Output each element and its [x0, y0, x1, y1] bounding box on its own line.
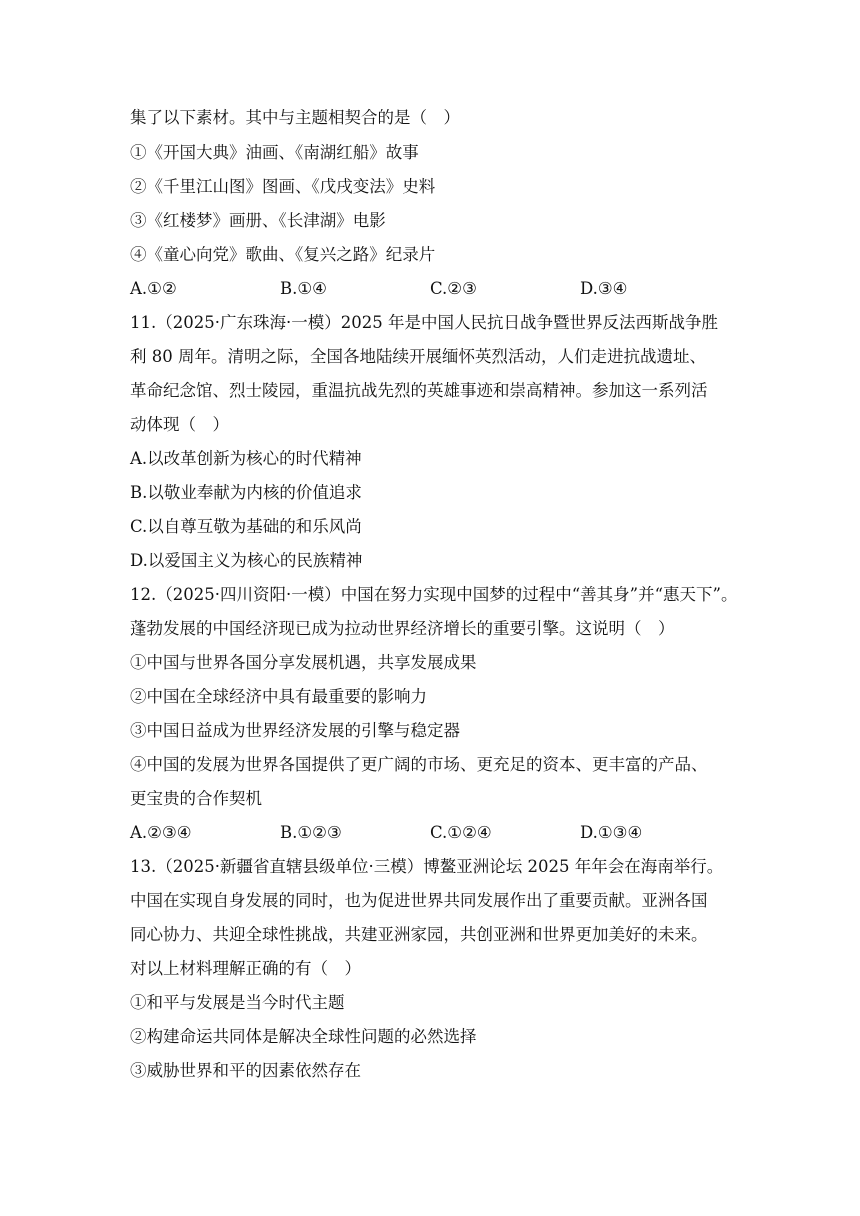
q10-item-1: ①《开国大典》油画、《南湖红船》故事	[130, 143, 419, 162]
q10-options	[130, 278, 740, 300]
q12-option-d: D.①③④	[580, 823, 643, 842]
q12-item-2: ②中国在全球经济中具有最重要的影响力	[130, 687, 427, 706]
q10-option-a: A.①②	[130, 279, 177, 298]
q11-option-d: D.以爱国主义为核心的民族精神	[130, 551, 363, 570]
q12-stem-line-2: 蓬勃发展的中国经济现已成为拉动世界经济增长的重要引擎。这说明（ ）	[130, 619, 675, 638]
q13-item-3: ③威胁世界和平的因素依然存在	[130, 1061, 361, 1080]
q13-stem-line-2: 中国在实现自身发展的同时，也为促进世界共同发展作出了重要贡献。亚洲各国	[130, 891, 708, 910]
q10-stem-tail: 集了以下素材。其中与主题相契合的是（ ）	[130, 108, 460, 127]
q13-stem-line-1: 13.（2025·新疆省直辖县级单位·三模）博鳌亚洲论坛 2025 年年会在海南举行。	[130, 857, 724, 876]
q12-item-4-cont: 更宝贵的合作契机	[130, 789, 262, 808]
q10-item-2: ②《千里江山图》图画、《戊戌变法》史料	[130, 177, 436, 196]
q11-stem-line-4: 动体现（ ）	[130, 415, 229, 434]
q11-stem-line-3: 革命纪念馆、烈士陵园，重温抗战先烈的英雄事迹和崇高精神。参加这一系列活	[130, 381, 708, 400]
q10-item-3: ③《红楼梦》画册、《长津湖》电影	[130, 211, 386, 230]
q10-option-b: B.①④	[280, 279, 327, 298]
q12-option-a: A.②③④	[130, 823, 192, 842]
q13-stem-line-3: 同心协力、共迎全球性挑战，共建亚洲家园，共创亚洲和世界更加美好的未来。	[130, 925, 708, 944]
q10-option-c: C.②③	[430, 279, 477, 298]
q10-option-d: D.③④	[580, 279, 628, 298]
q11-option-b: B.以敬业奉献为内核的价值追求	[130, 483, 362, 502]
q12-option-c: C.①②④	[430, 823, 492, 842]
q12-options	[130, 822, 740, 844]
q13-stem-line-4: 对以上材料理解正确的有（ ）	[130, 959, 361, 978]
q12-option-b: B.①②③	[280, 823, 342, 842]
q11-option-c: C.以自尊互敬为基础的和乐风尚	[130, 517, 362, 536]
q13-item-1: ①和平与发展是当今时代主题	[130, 993, 345, 1012]
q13-item-2: ②构建命运共同体是解决全球性问题的必然选择	[130, 1027, 477, 1046]
q12-item-3: ③中国日益成为世界经济发展的引擎与稳定器	[130, 721, 460, 740]
q10-item-4: ④《童心向党》歌曲、《复兴之路》纪录片	[130, 245, 436, 264]
q11-stem-line-1: 11.（2025·广东珠海·一模）2025 年是中国人民抗日战争暨世界反法西斯战争胜	[130, 313, 718, 332]
q12-item-4: ④中国的发展为世界各国提供了更广阔的市场、更充足的资本、更丰富的产品、	[130, 755, 708, 774]
q11-option-a: A.以改革创新为核心的时代精神	[130, 449, 362, 468]
q11-stem-line-2: 利 80 周年。清明之际，全国各地陆续开展缅怀英烈活动，人们走进抗战遗址、	[130, 347, 706, 366]
q12-stem-line-1: 12.（2025·四川资阳·一模）中国在努力实现中国梦的过程中“善其身”并“惠天下”。	[130, 585, 738, 604]
q12-item-1: ①中国与世界各国分享发展机遇，共享发展成果	[130, 653, 477, 672]
